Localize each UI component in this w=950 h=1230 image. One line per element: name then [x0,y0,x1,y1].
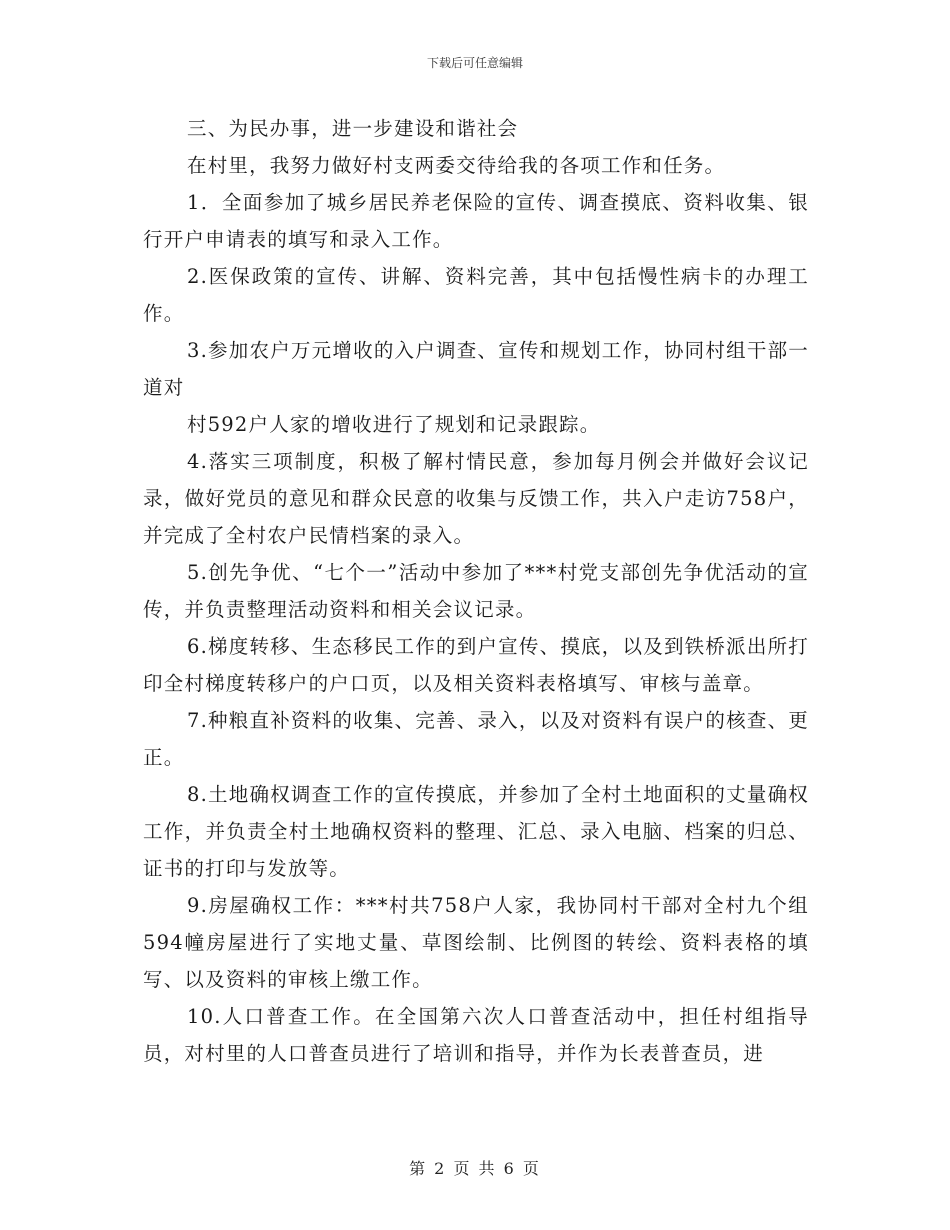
item-5-paragraph: 5.创先争优、“七个一”活动中参加了***村党支部创先争优活动的宣传，并负责整理活动资料和相关会议记录。 [143,561,809,621]
intro-paragraph: 在村里，我努力做好村支两委交待给我的各项工作和任务。 [187,154,726,177]
section-heading: 三、为民办事，进一步建设和谐社会 [187,117,519,140]
item-3-paragraph: 3.参加农户万元增收的入户调查、宣传和规划工作，协同村组干部一道对 [143,339,809,399]
page-number-footer: 第 2 页 共 6 页 [409,1159,541,1178]
item-6-paragraph: 6.梯度转移、生态移民工作的到户宣传、摸底，以及到铁桥派出所打印全村梯度转移户的户口页，以及相关资料表格填写、审核与盖章。 [143,635,809,695]
document-body [143,110,809,1072]
page-header-note: 下载后可任意编辑 [426,56,523,70]
item-10-paragraph: 10.人口普查工作。在全国第六次人口普查活动中，担任村组指导员，对村里的人口普查员进行了培训和指导，并作为长表普查员，进 [143,1005,809,1065]
item-3-continuation: 村592户人家的增收进行了规划和记录跟踪。 [187,413,601,436]
item-1-paragraph: 1．全面参加了城乡居民养老保险的宣传、调查摸底、资料收集、银行开户申请表的填写和录入工作。 [143,191,809,251]
item-4-paragraph: 4.落实三项制度，积极了解村情民意，参加每月例会并做好会议记录，做好党员的意见和群众民意的收集与反馈工作，共入户走访758户，并完成了全村农户民情档案的录入。 [143,450,809,547]
item-2-paragraph: 2.医保政策的宣传、讲解、资料完善，其中包括慢性病卡的办理工作。 [143,265,809,325]
item-7-paragraph: 7.种粮直补资料的收集、完善、录入，以及对资料有误户的核查、更正。 [143,709,809,769]
item-8-paragraph: 8.土地确权调查工作的宣传摸底，并参加了全村土地面积的丈量确权工作，并负责全村土地确权资料的整理、汇总、录入电脑、档案的归总、证书的打印与发放等。 [143,783,809,880]
item-9-paragraph: 9.房屋确权工作：***村共758户人家，我协同村干部对全村九个组594幢房屋进行了实地丈量、草图绘制、比例图的转绘、资料表格的填写、以及资料的审核上缴工作。 [143,894,809,991]
